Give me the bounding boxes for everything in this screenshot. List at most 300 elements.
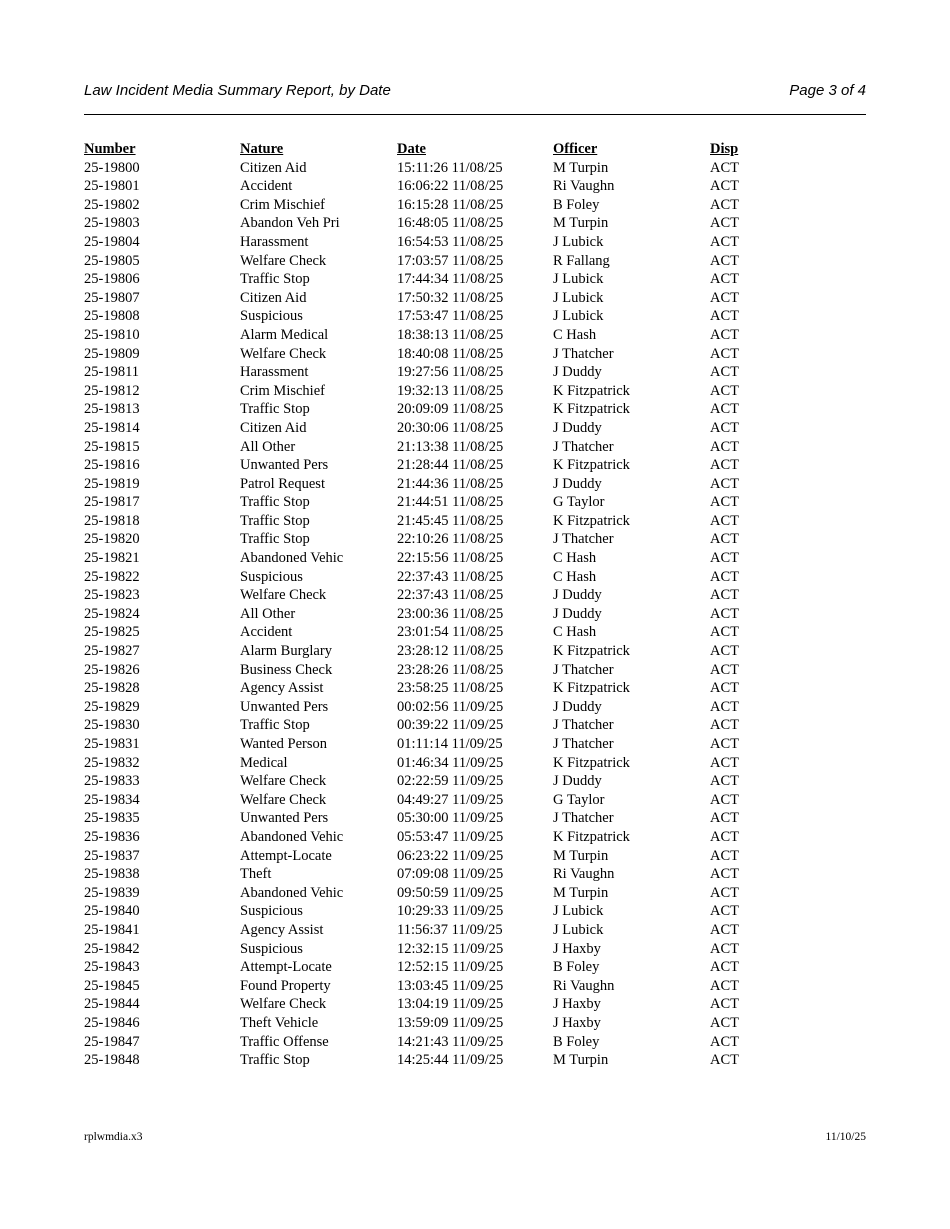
cell-date: 20:09:09 11/08/25 [397, 401, 504, 418]
column-header-number: Number [84, 141, 136, 157]
cell-officer: J Thatcher [553, 531, 614, 548]
table-row [84, 363, 790, 382]
cell-date: 07:09:08 11/09/25 [397, 866, 504, 883]
cell-nature: Theft Vehicle [240, 1014, 319, 1031]
table-row [84, 568, 790, 587]
report-id: rplwmdia.x3 [84, 1131, 143, 1143]
cell-date: 16:54:53 11/08/25 [397, 233, 504, 250]
cell-nature: Unwanted Pers [240, 457, 329, 474]
cell-number: 25-19805 [84, 252, 140, 269]
column-header-date: Date [397, 141, 426, 157]
cell-nature: Traffic Stop [240, 1052, 310, 1069]
cell-nature: Agency Assist [240, 921, 324, 938]
cell-disp: ACT [710, 401, 739, 418]
table-row [84, 623, 790, 642]
cell-disp: ACT [710, 178, 739, 195]
cell-nature: Suspicious [240, 940, 303, 957]
cell-officer: B Foley [553, 196, 600, 213]
table-row [84, 828, 790, 847]
cell-disp: ACT [710, 698, 739, 715]
cell-number: 25-19804 [84, 233, 140, 250]
table-row [84, 940, 790, 959]
cell-nature: All Other [240, 605, 296, 622]
cell-nature: Wanted Person [240, 736, 328, 752]
table-row [84, 196, 790, 215]
cell-number: 25-19841 [84, 921, 140, 938]
cell-nature: Unwanted Pers [240, 698, 329, 715]
cell-disp: ACT [710, 773, 739, 790]
cell-number: 25-19832 [84, 754, 140, 771]
cell-date: 22:37:43 11/08/25 [397, 587, 504, 604]
cell-nature: Traffic Stop [240, 512, 310, 529]
cell-date: 23:01:54 11/08/25 [397, 624, 504, 641]
cell-disp: ACT [710, 196, 739, 213]
cell-nature: Alarm Burglary [240, 643, 332, 660]
cell-officer: J Lubick [553, 271, 604, 288]
cell-disp: ACT [710, 457, 739, 474]
cell-officer: K Fitzpatrick [553, 643, 630, 660]
cell-nature: Suspicious [240, 903, 303, 920]
cell-nature: Welfare Check [240, 791, 327, 808]
table-row [84, 233, 790, 252]
cell-nature: Theft [240, 866, 272, 883]
cell-date: 19:32:13 11/08/25 [397, 382, 504, 399]
cell-date: 15:11:26 11/08/25 [397, 159, 503, 176]
table-row [84, 456, 790, 475]
report-title: Law Incident Media Summary Report, by Date [84, 82, 391, 99]
cell-officer: K Fitzpatrick [553, 382, 630, 399]
cell-date: 06:23:22 11/09/25 [397, 847, 504, 864]
table-row [84, 1033, 790, 1052]
cell-disp: ACT [710, 382, 739, 399]
cell-date: 23:28:12 11/08/25 [397, 643, 504, 660]
cell-nature: Harassment [240, 364, 309, 381]
cell-number: 25-19827 [84, 643, 140, 660]
cell-date: 20:30:06 11/08/25 [397, 419, 504, 436]
cell-number: 25-19831 [84, 736, 140, 752]
cell-number: 25-19815 [84, 438, 140, 455]
table-row [84, 995, 790, 1014]
cell-number: 25-19839 [84, 884, 140, 901]
cell-officer: M Turpin [553, 1052, 609, 1069]
cell-disp: ACT [710, 754, 739, 771]
cell-officer: C Hash [553, 624, 597, 641]
cell-number: 25-19823 [84, 587, 140, 604]
table-row [84, 679, 790, 698]
cell-date: 09:50:59 11/09/25 [397, 884, 504, 901]
table-row [84, 735, 790, 754]
cell-disp: ACT [710, 159, 739, 176]
cell-number: 25-19820 [84, 531, 140, 548]
cell-disp: ACT [710, 940, 739, 957]
cell-number: 25-19821 [84, 550, 140, 567]
cell-number: 25-19836 [84, 828, 140, 845]
cell-date: 18:40:08 11/08/25 [397, 345, 504, 362]
column-header-nature: Nature [240, 141, 284, 157]
table-row [84, 475, 790, 494]
cell-number: 25-19817 [84, 494, 140, 511]
table-row [84, 865, 790, 884]
table-row [84, 884, 790, 903]
table-row [84, 270, 790, 289]
table-header-row [84, 140, 790, 159]
cell-number: 25-19837 [84, 847, 140, 864]
cell-date: 16:48:05 11/08/25 [397, 215, 504, 232]
cell-officer: C Hash [553, 568, 597, 585]
cell-nature: Traffic Stop [240, 494, 310, 511]
cell-date: 16:15:28 11/08/25 [397, 196, 504, 213]
cell-officer: K Fitzpatrick [553, 828, 630, 845]
cell-number: 25-19813 [84, 401, 140, 418]
cell-date: 12:52:15 11/09/25 [397, 959, 504, 976]
cell-number: 25-19826 [84, 661, 140, 678]
cell-officer: J Haxby [553, 996, 601, 1013]
cell-disp: ACT [710, 531, 739, 548]
cell-date: 01:46:34 11/09/25 [397, 754, 504, 771]
cell-nature: Citizen Aid [240, 289, 307, 306]
cell-disp: ACT [710, 364, 739, 381]
cell-disp: ACT [710, 1052, 739, 1069]
cell-disp: ACT [710, 271, 739, 288]
cell-number: 25-19803 [84, 215, 140, 232]
cell-disp: ACT [710, 828, 739, 845]
cell-number: 25-19847 [84, 1033, 140, 1050]
cell-number: 25-19809 [84, 345, 140, 362]
cell-date: 21:28:44 11/08/25 [397, 457, 504, 474]
cell-disp: ACT [710, 475, 739, 492]
cell-officer: J Thatcher [553, 345, 614, 362]
cell-disp: ACT [710, 736, 739, 752]
cell-date: 22:10:26 11/08/25 [397, 531, 504, 548]
cell-number: 25-19842 [84, 940, 140, 957]
cell-disp: ACT [710, 996, 739, 1013]
cell-number: 25-19811 [84, 364, 140, 381]
cell-officer: G Taylor [553, 791, 605, 808]
cell-number: 25-19840 [84, 903, 140, 920]
cell-date: 22:15:56 11/08/25 [397, 550, 504, 567]
cell-number: 25-19843 [84, 959, 140, 976]
table-row [84, 772, 790, 791]
cell-nature: Attempt-Locate [240, 959, 332, 976]
cell-officer: K Fitzpatrick [553, 401, 630, 418]
cell-officer: M Turpin [553, 884, 609, 901]
cell-disp: ACT [710, 252, 739, 269]
cell-officer: J Lubick [553, 308, 604, 325]
cell-nature: Harassment [240, 233, 309, 250]
cell-disp: ACT [710, 977, 739, 994]
cell-disp: ACT [710, 624, 739, 641]
cell-officer: J Duddy [553, 587, 602, 604]
cell-officer: G Taylor [553, 494, 605, 511]
table-row [84, 716, 790, 735]
table-row [84, 307, 790, 326]
print-date: 11/10/25 [825, 1131, 866, 1143]
cell-number: 25-19848 [84, 1052, 140, 1069]
cell-number: 25-19800 [84, 159, 140, 176]
table-row [84, 642, 790, 661]
table-row [84, 214, 790, 233]
cell-disp: ACT [710, 717, 739, 734]
cell-disp: ACT [710, 884, 739, 901]
table-row [84, 1051, 790, 1070]
cell-nature: Crim Mischief [240, 196, 325, 213]
cell-date: 12:32:15 11/09/25 [397, 940, 504, 957]
cell-disp: ACT [710, 326, 739, 343]
cell-nature: Attempt-Locate [240, 847, 332, 864]
cell-number: 25-19814 [84, 419, 140, 436]
cell-officer: J Thatcher [553, 736, 614, 752]
table-row [84, 493, 790, 512]
cell-nature: Welfare Check [240, 345, 327, 362]
cell-number: 25-19824 [84, 605, 140, 622]
cell-date: 21:45:45 11/08/25 [397, 512, 504, 529]
cell-date: 23:00:36 11/08/25 [397, 605, 504, 622]
cell-officer: J Thatcher [553, 810, 614, 827]
cell-nature: Suspicious [240, 568, 303, 585]
cell-number: 25-19802 [84, 196, 140, 213]
cell-number: 25-19844 [84, 996, 140, 1013]
table-row [84, 382, 790, 401]
cell-officer: M Turpin [553, 215, 609, 232]
cell-date: 11:56:37 11/09/25 [397, 921, 503, 938]
cell-nature: Found Property [240, 977, 331, 994]
cell-disp: ACT [710, 587, 739, 604]
cell-disp: ACT [710, 643, 739, 660]
cell-nature: Alarm Medical [240, 326, 329, 343]
cell-officer: J Duddy [553, 698, 602, 715]
cell-disp: ACT [710, 605, 739, 622]
cell-number: 25-19838 [84, 866, 140, 883]
table-row [84, 754, 790, 773]
cell-officer: J Lubick [553, 233, 604, 250]
cell-officer: K Fitzpatrick [553, 512, 630, 529]
cell-nature: Patrol Request [240, 475, 325, 492]
cell-officer: B Foley [553, 1033, 600, 1050]
cell-disp: ACT [710, 494, 739, 511]
column-header-officer: Officer [553, 141, 598, 157]
table-row [84, 921, 790, 940]
cell-number: 25-19816 [84, 457, 140, 474]
cell-date: 21:13:38 11/08/25 [397, 438, 504, 455]
table-row [84, 977, 790, 996]
table-row [84, 586, 790, 605]
table-row [84, 958, 790, 977]
incident-table [84, 140, 790, 1070]
cell-date: 19:27:56 11/08/25 [397, 364, 504, 381]
cell-nature: Welfare Check [240, 773, 327, 790]
cell-officer: Ri Vaughn [553, 178, 615, 195]
table-row [84, 419, 790, 438]
cell-date: 23:28:26 11/08/25 [397, 661, 504, 678]
cell-date: 00:02:56 11/09/25 [397, 698, 504, 715]
table-row [84, 1014, 790, 1033]
cell-nature: Abandon Veh Pri [240, 215, 340, 232]
cell-officer: J Duddy [553, 773, 602, 790]
cell-nature: Traffic Stop [240, 271, 310, 288]
cell-disp: ACT [710, 810, 739, 827]
table-row [84, 847, 790, 866]
table-row [84, 791, 790, 810]
cell-date: 17:03:57 11/08/25 [397, 252, 504, 269]
cell-date: 05:30:00 11/09/25 [397, 810, 504, 827]
cell-disp: ACT [710, 680, 739, 697]
cell-nature: Accident [240, 624, 293, 641]
cell-nature: Crim Mischief [240, 382, 325, 399]
cell-disp: ACT [710, 289, 739, 306]
cell-nature: Unwanted Pers [240, 810, 329, 827]
page-indicator: Page 3 of 4 [789, 82, 866, 99]
cell-number: 25-19822 [84, 568, 140, 585]
table-row [84, 438, 790, 457]
table-body [84, 159, 790, 1070]
cell-nature: Traffic Stop [240, 531, 310, 548]
cell-officer: K Fitzpatrick [553, 680, 630, 697]
cell-number: 25-19834 [84, 791, 140, 808]
cell-disp: ACT [710, 903, 739, 920]
cell-disp: ACT [710, 550, 739, 567]
cell-officer: J Haxby [553, 1014, 601, 1031]
table-row [84, 809, 790, 828]
cell-officer: J Duddy [553, 475, 602, 492]
cell-officer: K Fitzpatrick [553, 457, 630, 474]
cell-officer: K Fitzpatrick [553, 754, 630, 771]
cell-date: 13:03:45 11/09/25 [397, 977, 504, 994]
cell-nature: All Other [240, 438, 296, 455]
cell-date: 21:44:51 11/08/25 [397, 494, 504, 511]
cell-officer: Ri Vaughn [553, 977, 615, 994]
header-divider [84, 114, 866, 115]
cell-disp: ACT [710, 1033, 739, 1050]
cell-number: 25-19845 [84, 977, 140, 994]
cell-number: 25-19846 [84, 1014, 140, 1031]
cell-nature: Traffic Offense [240, 1033, 329, 1050]
table-row [84, 159, 790, 178]
cell-officer: R Fallang [553, 252, 610, 269]
table-row [84, 661, 790, 680]
cell-nature: Business Check [240, 661, 333, 678]
cell-date: 14:21:43 11/09/25 [397, 1033, 504, 1050]
cell-disp: ACT [710, 921, 739, 938]
table-row [84, 698, 790, 717]
cell-nature: Suspicious [240, 308, 303, 325]
table-row [84, 345, 790, 364]
cell-date: 17:44:34 11/08/25 [397, 271, 504, 288]
cell-disp: ACT [710, 419, 739, 436]
cell-nature: Welfare Check [240, 587, 327, 604]
cell-number: 25-19819 [84, 475, 140, 492]
cell-number: 25-19828 [84, 680, 140, 697]
cell-disp: ACT [710, 215, 739, 232]
cell-disp: ACT [710, 233, 739, 250]
cell-date: 13:04:19 11/09/25 [397, 996, 504, 1013]
cell-disp: ACT [710, 1014, 739, 1031]
cell-officer: J Thatcher [553, 661, 614, 678]
table-row [84, 252, 790, 271]
cell-disp: ACT [710, 661, 739, 678]
cell-date: 04:49:27 11/09/25 [397, 791, 504, 808]
column-header-disp: Disp [710, 141, 739, 157]
cell-date: 23:58:25 11/08/25 [397, 680, 504, 697]
cell-number: 25-19810 [84, 326, 140, 343]
cell-nature: Welfare Check [240, 252, 327, 269]
cell-nature: Abandoned Vehic [240, 828, 344, 845]
cell-nature: Welfare Check [240, 996, 327, 1013]
cell-disp: ACT [710, 568, 739, 585]
cell-number: 25-19830 [84, 717, 140, 734]
cell-officer: J Duddy [553, 364, 602, 381]
cell-officer: C Hash [553, 326, 597, 343]
cell-date: 13:59:09 11/09/25 [397, 1014, 504, 1031]
table-row [84, 326, 790, 345]
cell-disp: ACT [710, 847, 739, 864]
cell-disp: ACT [710, 866, 739, 883]
table-row [84, 289, 790, 308]
table-row [84, 512, 790, 531]
cell-number: 25-19812 [84, 382, 140, 399]
table-row [84, 177, 790, 196]
cell-officer: M Turpin [553, 847, 609, 864]
cell-number: 25-19808 [84, 308, 140, 325]
table-row [84, 400, 790, 419]
cell-nature: Accident [240, 178, 293, 195]
table-row [84, 530, 790, 549]
cell-disp: ACT [710, 308, 739, 325]
cell-disp: ACT [710, 438, 739, 455]
cell-officer: J Lubick [553, 921, 604, 938]
cell-officer: Ri Vaughn [553, 866, 615, 883]
cell-officer: B Foley [553, 959, 600, 976]
cell-date: 18:38:13 11/08/25 [397, 326, 504, 343]
cell-date: 05:53:47 11/09/25 [397, 828, 504, 845]
cell-date: 16:06:22 11/08/25 [397, 178, 504, 195]
cell-nature: Medical [240, 754, 288, 771]
table-row [84, 605, 790, 624]
cell-disp: ACT [710, 791, 739, 808]
cell-number: 25-19833 [84, 773, 140, 790]
cell-officer: J Lubick [553, 903, 604, 920]
cell-number: 25-19825 [84, 624, 140, 641]
cell-date: 00:39:22 11/09/25 [397, 717, 504, 734]
cell-date: 10:29:33 11/09/25 [397, 903, 504, 920]
cell-officer: J Duddy [553, 605, 602, 622]
cell-officer: J Lubick [553, 289, 604, 306]
cell-nature: Traffic Stop [240, 401, 310, 418]
table-row [84, 549, 790, 568]
cell-nature: Traffic Stop [240, 717, 310, 734]
cell-officer: M Turpin [553, 159, 609, 176]
cell-officer: C Hash [553, 550, 597, 567]
cell-number: 25-19829 [84, 698, 140, 715]
cell-number: 25-19835 [84, 810, 140, 827]
cell-nature: Abandoned Vehic [240, 550, 344, 567]
cell-nature: Citizen Aid [240, 159, 307, 176]
cell-date: 14:25:44 11/09/25 [397, 1052, 504, 1069]
cell-nature: Agency Assist [240, 680, 324, 697]
cell-nature: Abandoned Vehic [240, 884, 344, 901]
cell-date: 01:11:14 11/09/25 [397, 736, 503, 752]
cell-date: 02:22:59 11/09/25 [397, 773, 504, 790]
cell-officer: J Haxby [553, 940, 601, 957]
cell-officer: J Duddy [553, 419, 602, 436]
cell-disp: ACT [710, 512, 739, 529]
cell-disp: ACT [710, 959, 739, 976]
table-row [84, 902, 790, 921]
cell-date: 17:53:47 11/08/25 [397, 308, 504, 325]
cell-nature: Citizen Aid [240, 419, 307, 436]
cell-number: 25-19801 [84, 178, 140, 195]
cell-number: 25-19807 [84, 289, 140, 306]
cell-date: 21:44:36 11/08/25 [397, 475, 504, 492]
